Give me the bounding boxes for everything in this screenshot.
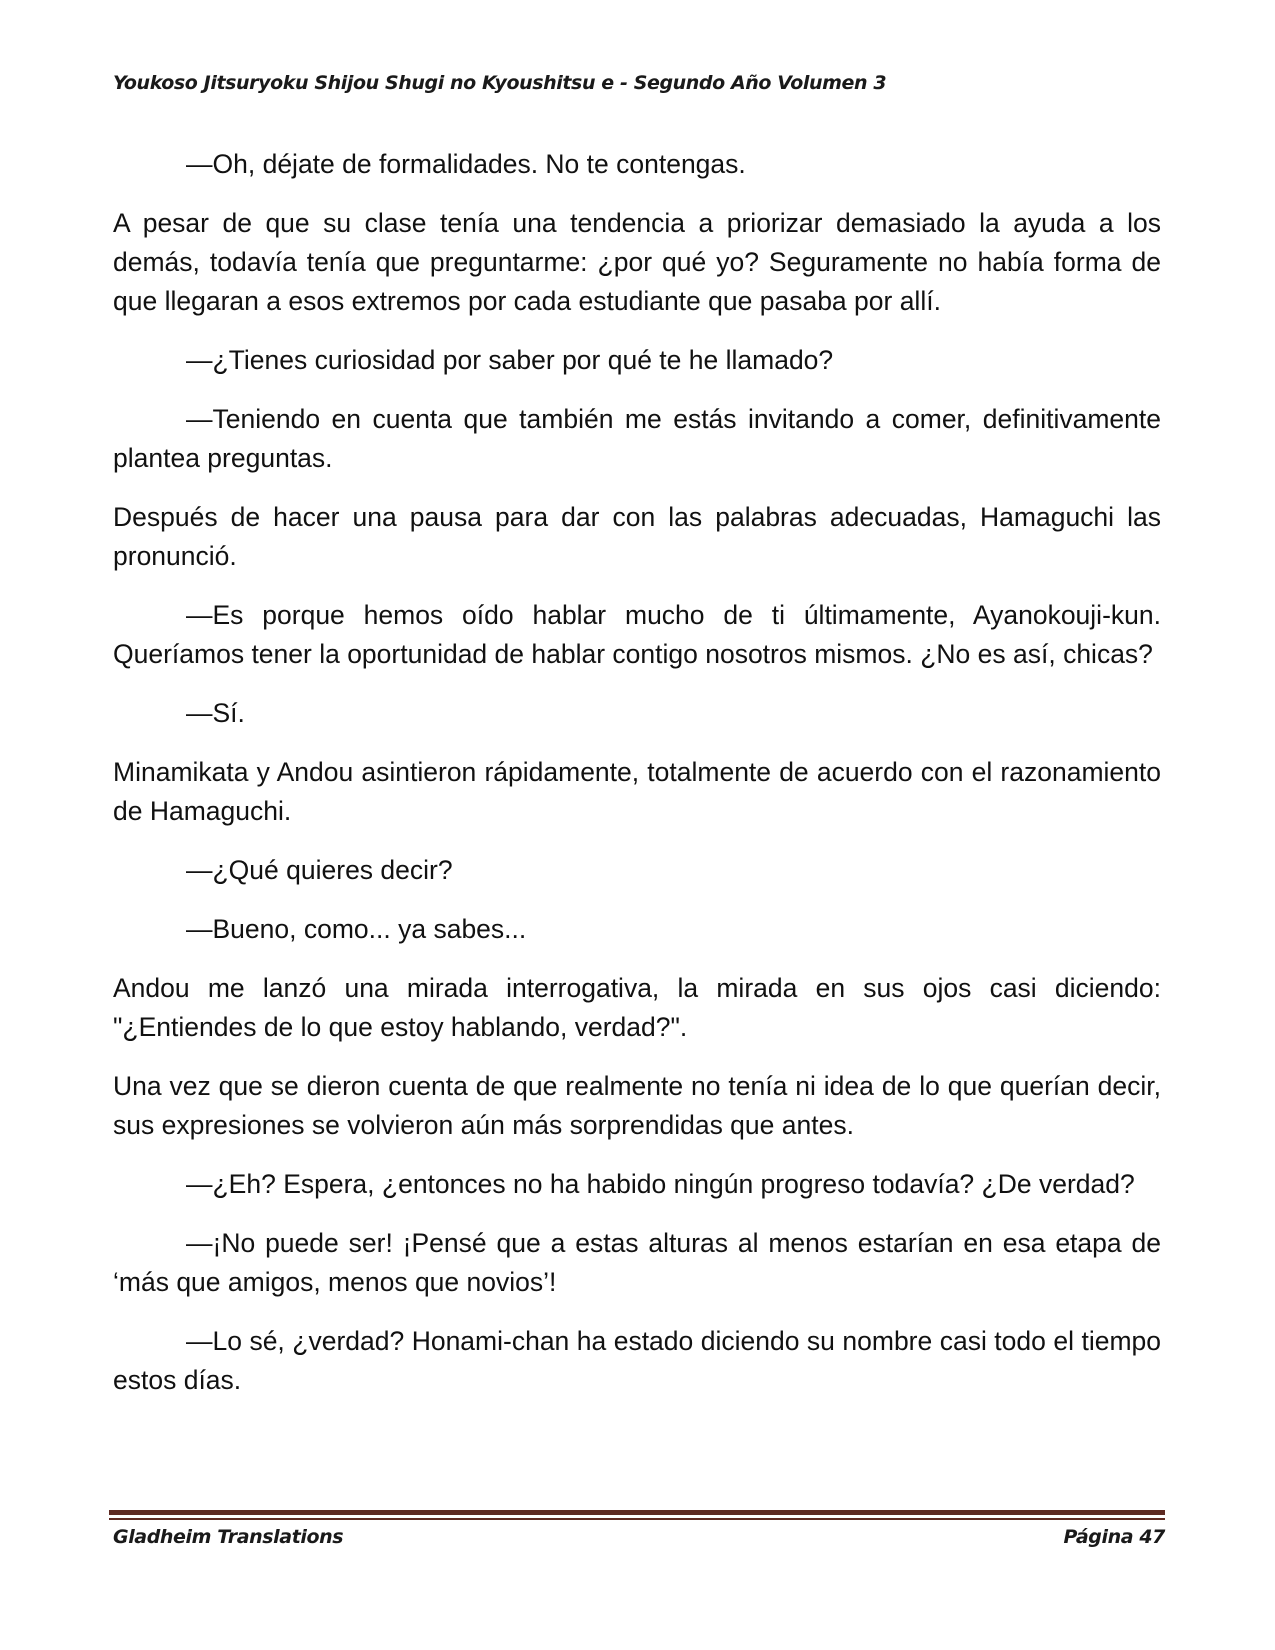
paragraph-13: —¿Eh? Espera, ¿entonces no ha habido ningún progreso todavía? ¿De verdad? [186, 1169, 1135, 1199]
paragraph-8: Minamikata y Andou asintieron rápidamente, totalmente de acuerdo con el razonamiento de Hamaguchi. [113, 757, 1161, 826]
paragraph-9: —¿Qué quieres decir? [186, 855, 453, 885]
footer-page-number: Página 47 [1063, 1526, 1165, 1548]
paragraph-4: —Teniendo en cuenta que también me estás invitando a comer, definitivamente plantea preguntas. [113, 404, 1161, 473]
footer-publisher: Gladheim Translations [113, 1526, 344, 1548]
paragraph-6: —Es porque hemos oído hablar mucho de ti últimamente, Ayanokouji-kun. Queríamos tener la oportunidad de hablar contigo nosotros mismos. ¿No es así, chicas? [113, 600, 1161, 669]
footer-rule-thick [109, 1510, 1165, 1515]
paragraph-10: —Bueno, como... ya sabes... [186, 914, 527, 944]
footer-rule-thin [109, 1518, 1165, 1520]
paragraph-11: Andou me lanzó una mirada interrogativa, la mirada en sus ojos casi diciendo: "¿Entiendes de lo que estoy hablando, verdad?". [113, 973, 1161, 1042]
paragraph-3: —¿Tienes curiosidad por saber por qué te he llamado? [186, 345, 834, 375]
paragraph-5: Después de hacer una pausa para dar con las palabras adecuadas, Hamaguchi las pronunció. [113, 502, 1161, 571]
running-header-title: Youkoso Jitsuryoku Shijou Shugi no Kyoushitsu e - Segundo Año Volumen 3 [113, 72, 887, 94]
paragraph-14: —¡No puede ser! ¡Pensé que a estas alturas al menos estarían en esa etapa de ‘más que amigos, menos que novios’! [113, 1228, 1161, 1297]
paragraph-7: —Sí. [186, 698, 245, 728]
paragraph-12: Una vez que se dieron cuenta de que realmente no tenía ni idea de lo que querían decir, sus expresiones se volvieron aún más sorprendidas que antes. [113, 1071, 1161, 1140]
paragraph-2: A pesar de que su clase tenía una tendencia a priorizar demasiado la ayuda a los demás, todavía tenía que preguntarme: ¿por qué yo? Seguramente no había forma de que llegaran a esos extremos por cada estudiante que pasaba por allí. [113, 208, 1161, 316]
paragraph-1: —Oh, déjate de formalidades. No te contengas. [186, 149, 746, 179]
body-text [113, 145, 1161, 1420]
paragraph-15: —Lo sé, ¿verdad? Honami-chan ha estado diciendo su nombre casi todo el tiempo estos días. [113, 1326, 1161, 1395]
